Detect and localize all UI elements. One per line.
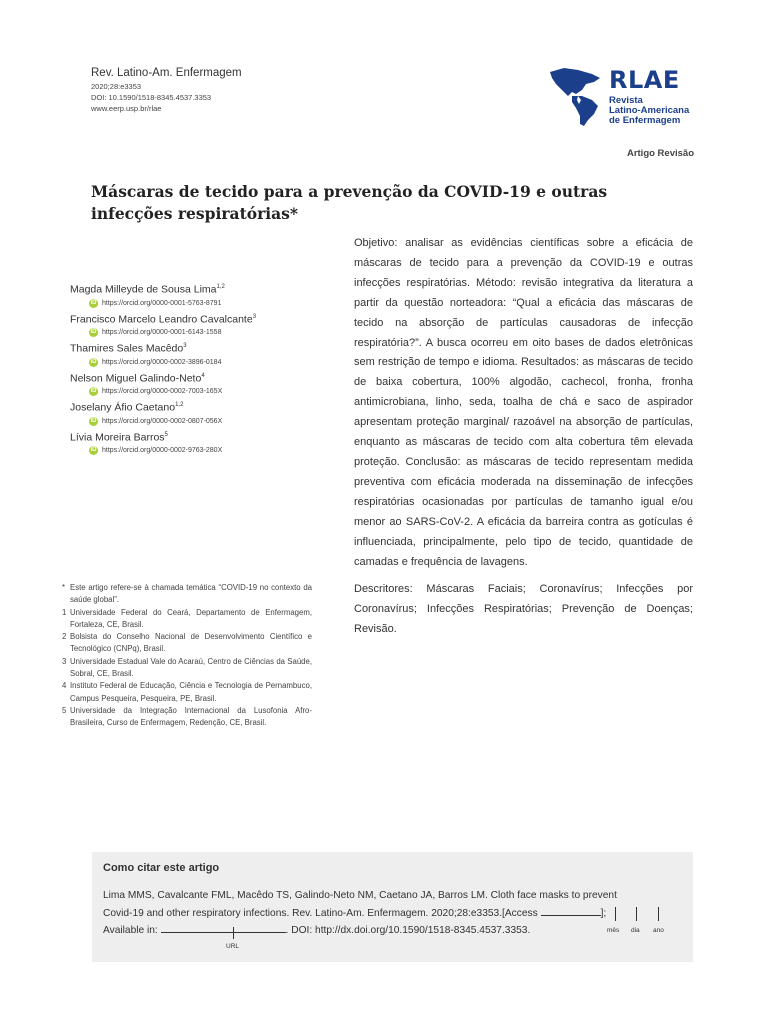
- footnote: [62, 631, 312, 656]
- orcid-icon: iD: [90, 417, 97, 424]
- date-tick-mes: [615, 907, 616, 921]
- orcid-link[interactable]: https://orcid.org/0000-0002-0807-056X: [102, 417, 223, 425]
- author-name: Magda Milleyde de Sousa Lima$^{1,2}$: [70, 283, 225, 296]
- article-title: Máscaras de tecido para a prevenção da COVID-19 e outras infecções respiratórias*: [91, 182, 608, 223]
- citation-title: Como citar este artigo: [103, 862, 220, 874]
- descriptors: Descritores: Máscaras Faciais; Coronavírus; Infecções por Coronavírus; Infecções Respiratórias; Prevenção de Doenças; Revisão.: [354, 583, 693, 636]
- journal-info: [91, 66, 242, 114]
- footnote-mark: 2: [62, 632, 67, 642]
- orcid-link[interactable]: https://orcid.org/0000-0001-6143-1558: [102, 329, 222, 336]
- orcid-row: [89, 416, 320, 427]
- footnote-text: Este artigo refere-se à chamada temática “COVID-19 no contexto da saúde global”.: [70, 583, 312, 605]
- label-mes: mês: [607, 927, 620, 934]
- author-affiliation: 3: [183, 343, 187, 349]
- author-affiliation: 1,2: [216, 284, 225, 290]
- citation-line-1: Lima MMS, Cavalcante FML, Macêdo TS, Galindo-Neto NM, Caetano JA, Barros LM. Cloth face masks to prevent: [103, 890, 617, 901]
- footnote-text: Universidade Estadual Vale do Acaraú, Centro de Ciências da Saúde, Sobral, CE, Brasil.: [70, 656, 312, 679]
- author-entry: [70, 281, 320, 309]
- footnote-text: Instituto Federal de Educação, Ciência e Tecnologia de Pernambuco, Campus Pesqueira, Pesqueira, PE, Brasil.: [70, 681, 312, 703]
- americas-map-icon: [548, 66, 612, 128]
- footnote: [62, 582, 312, 607]
- orcid-icon: iD: [90, 329, 97, 335]
- orcid-row: [89, 386, 320, 397]
- date-tick-ano: [658, 907, 659, 921]
- footnote-mark: 3: [62, 656, 67, 666]
- journal-name: Rev. Latino-Am. Enfermagem: [91, 67, 242, 79]
- label-ano: ano: [653, 927, 664, 934]
- footnote-mark: *: [62, 583, 66, 592]
- author-entry: [70, 429, 320, 457]
- label-dia: dia: [631, 927, 640, 934]
- orcid-link[interactable]: https://orcid.org/0000-0002-7003-165X: [102, 388, 223, 395]
- abstract-text: Objetivo: analisar as evidências científicas sobre a eficácia de máscaras de tecido para a prevenção da COVID-19 e outras infecções respiratórias. Método: revisão integrativa da literatura a partir da questão norteadora: “Qual a eficácia das máscaras de tecido na absorção de partículas causadoras de infecção respiratória?”. A busca ocorreu em oito bases de dados eletrônicas sem restrição de tempo e idioma. Resultados: as máscaras de tecido de baixa cobertura, 100% algodão, cachecol, fronha, fronha antimicrobiana, linho, seda, toalha de chá e saco de aspirador apresentam proteção marginal/ razoável na absorção de partículas, enquanto as máscaras de tecido com alta cobertura têm elevada proteção. Conclusão: as máscaras de tecido representam medida preventiva com eficácia moderada na disseminação de infecções respiratórias ocasionadas por partículas de tamanho igual e/ou menor ao SARS-CoV-2. A eficácia da barreira contra as gotículas é influenciada, principalmente, pelo tipo de tecido, quantidade de camadas e frequência de lavagens.: [354, 237, 693, 568]
- footnote-text: Universidade Federal do Ceará, Departamento de Enfermagem, Fortaleza, CE, Brasil.: [70, 607, 312, 629]
- logo-abbreviation: RLAE: [609, 66, 680, 94]
- journal-url[interactable]: www.eerp.usp.br/rlae: [91, 104, 162, 113]
- citation-line-3: Available in: . DOI: http://dx.doi.org/10.1590/1518-8345.4537.3353.: [103, 925, 531, 936]
- author-name: Nelson Miguel Galindo-Neto$^4$: [70, 372, 205, 384]
- author-list: [70, 281, 320, 458]
- author-name: Joselany Áfio Caetano$^{1,2}$: [70, 401, 184, 414]
- author-affiliation: 3: [252, 313, 257, 320]
- url-tick: [233, 927, 234, 939]
- url-blank: [161, 923, 286, 933]
- orcid-row: [89, 327, 320, 338]
- orcid-icon: iD: [90, 388, 97, 394]
- logo-fullname: Revista Latino-Americana de Enfermagem: [609, 95, 690, 126]
- footnote: [62, 705, 312, 730]
- citation-box: [92, 852, 693, 962]
- author-entry: [70, 340, 320, 368]
- journal-year-volume: 2020;28:e3353: [91, 82, 142, 91]
- footnote-mark: 5: [62, 705, 67, 715]
- orcid-row: [89, 445, 320, 456]
- orcid-icon: iD: [90, 447, 97, 453]
- abstract: [354, 234, 693, 640]
- footnote-text: Bolsista do Conselho Nacional de Desenvolvimento Científico e Tecnológico (CNPq), Brasil.: [70, 632, 312, 654]
- footnote-text: Universidade da Integração Internacional da Lusofonia Afro-Brasileira, Curso de Enfermagem, Redenção, CE, Brasil.: [70, 705, 312, 728]
- author-name: Lívia Moreira Barros$^5$: [70, 431, 168, 443]
- date-tick-dia: [636, 907, 637, 921]
- label-url: URL: [226, 943, 240, 950]
- orcid-link[interactable]: https://orcid.org/0000-0001-5763-8791: [102, 299, 222, 307]
- citation-line-2: Covid-19 and other respiratory infections. Rev. Latino-Am. Enfermagem. 2020;28:e3353.[Access ];: [103, 907, 607, 919]
- footnote-mark: 4: [62, 681, 67, 691]
- author-entry: [70, 311, 320, 339]
- citation-text: [103, 887, 688, 940]
- author-name: Thamires Sales Macêdo$^3$: [70, 342, 187, 355]
- orcid-icon: iD: [90, 299, 97, 306]
- author-name: Francisco Marcelo Leandro Cavalcante$^3$: [70, 313, 257, 325]
- author-entry: [70, 399, 320, 427]
- footnotes: [62, 582, 312, 730]
- footnote: [62, 656, 312, 681]
- author-affiliation: 5: [164, 431, 168, 438]
- orcid-link[interactable]: https://orcid.org/0000-0002-3896-0184: [102, 358, 222, 366]
- article-type: Artigo Revisão: [626, 148, 694, 159]
- footnote: [62, 680, 312, 705]
- footnote-mark: 1: [62, 607, 67, 617]
- orcid-link[interactable]: https://orcid.org/0000-0002-9763-280X: [102, 447, 223, 454]
- orcid-row: [89, 298, 320, 309]
- access-date-blank: [541, 906, 601, 916]
- orcid-row: [89, 357, 320, 368]
- author-affiliation: 1,2: [175, 402, 184, 408]
- rlae-logo: [548, 66, 708, 128]
- author-entry: [70, 370, 320, 398]
- journal-doi: DOI: 10.1590/1518-8345.4537.3353: [91, 93, 212, 102]
- footnote: [62, 607, 312, 632]
- author-affiliation: 4: [201, 372, 205, 379]
- orcid-icon: iD: [90, 358, 97, 365]
